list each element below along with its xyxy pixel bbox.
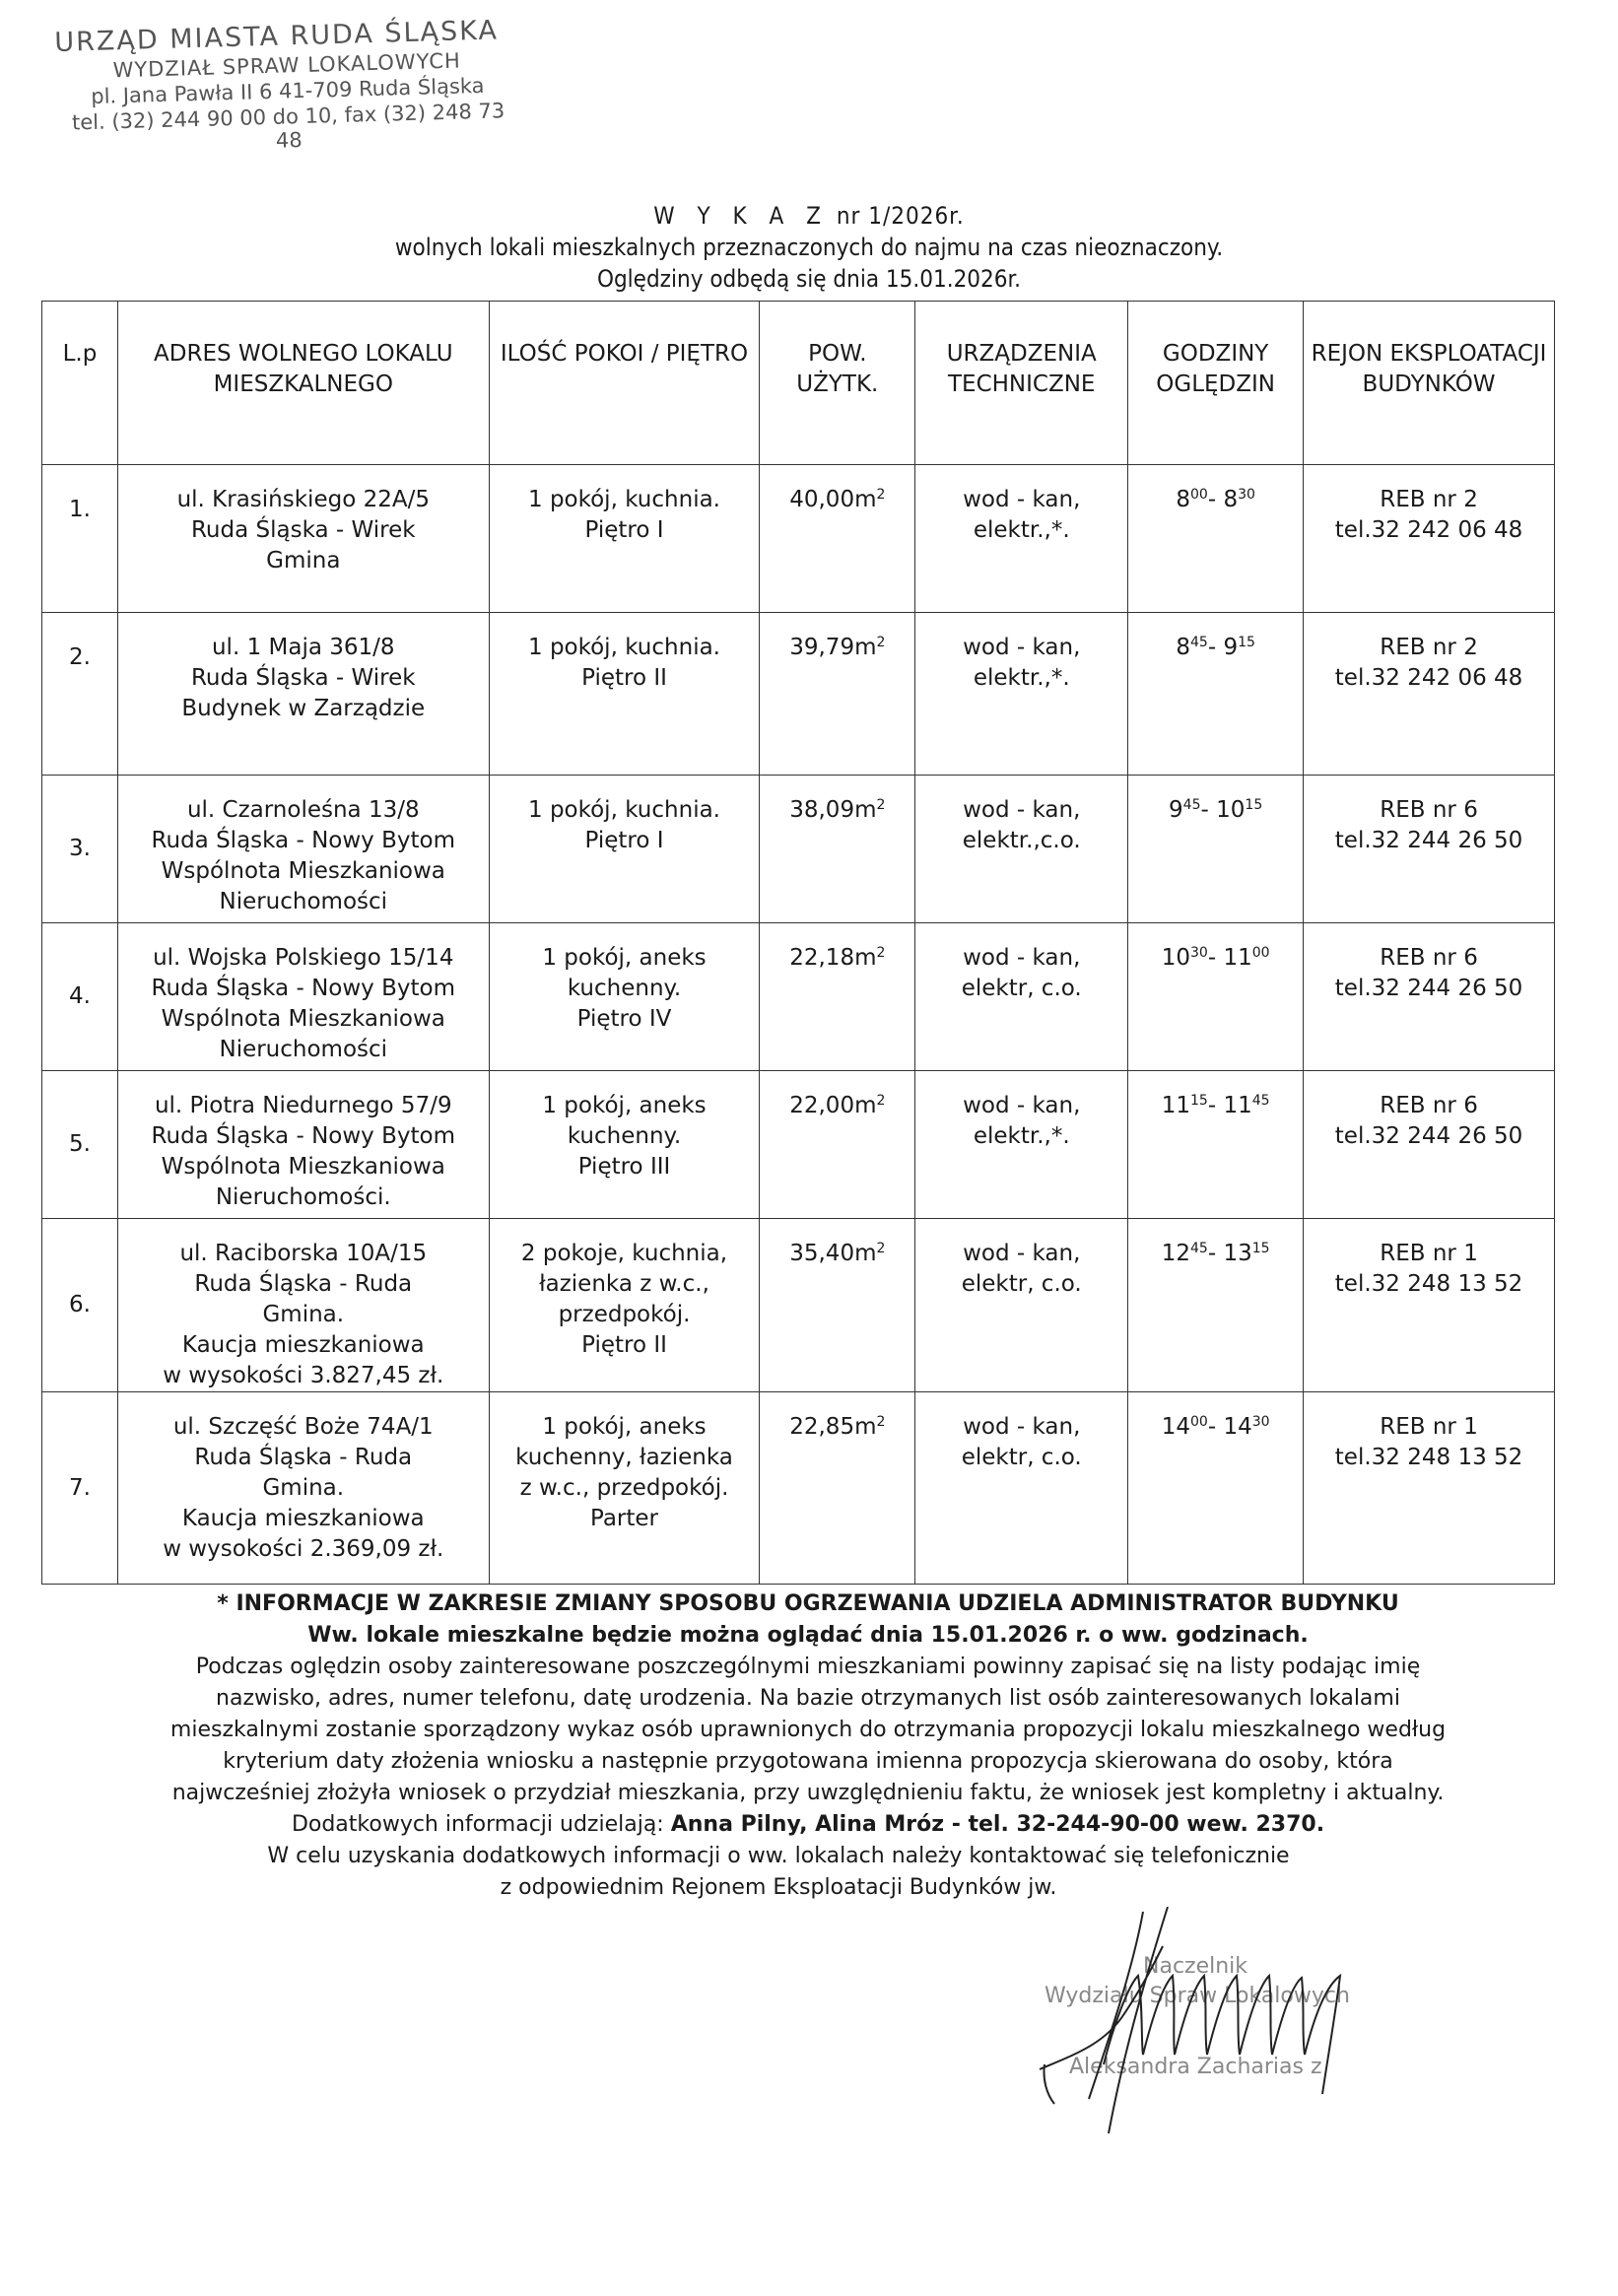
address-line: Kaucja mieszkaniowa — [181, 1506, 425, 1531]
inspection-date-line: Oględziny odbędą się dnia 15.01.2026r. — [596, 265, 1022, 293]
cell-address — [117, 923, 489, 1071]
cell-address — [117, 613, 489, 776]
utilities-line: elektr, c.o. — [961, 1445, 1082, 1470]
address-line: ul. Krasińskiego 22A/5 — [176, 487, 430, 512]
rooms-line: 1 pokój, kuchnia. — [528, 487, 720, 512]
stamp-office: URZĄD MIASTA RUDA ŚLĄSKA — [54, 15, 500, 58]
procedure-line: najwcześniej złożyła wniosek o przydział mieszkania, przy uwzględnieniu faktu, że wniosek jest kompletny i aktualny. — [171, 1781, 1445, 1805]
rooms-line: 2 pokoje, kuchnia, — [520, 1241, 728, 1266]
cell-area: $22,00m^2$ — [760, 1071, 915, 1219]
cell-area: $22,18m^2$ — [760, 923, 915, 1071]
address-line: ul. 1 Maja 361/8 — [211, 635, 395, 660]
rooms-line: Parter — [589, 1506, 658, 1531]
rooms-line: 1 pokój, aneks — [542, 1414, 707, 1440]
signature-title: Naczelnik — [1143, 1954, 1248, 1979]
cell-hours: $12^{45}-$ $13^{15}$ — [1128, 1219, 1304, 1392]
signature-department: Wydziału Spraw Lokalowych — [1045, 1984, 1350, 2008]
cell-hours: $8^{45}-$ $9^{15}$ — [1128, 613, 1304, 776]
office-stamp — [54, 15, 521, 159]
column-header-address: ADRES WOLNEGO LOKALU MIESZKALNEGO — [117, 302, 489, 465]
address-line: Ruda Śląska - Wirek — [190, 517, 416, 543]
region-line: REB nr 1 — [1380, 1241, 1478, 1266]
cell-region — [1304, 613, 1555, 776]
phone-instruction-line: W celu uzyskania dodatkowych informacji o ww. lokalach należy kontaktować się telefonicznie — [267, 1844, 1290, 1868]
cell-rooms-floor — [489, 613, 760, 776]
procedure-line: Podczas oględzin osoby zainteresowane poszczególnymi mieszkaniami powinny zapisać się na listy podając imię — [195, 1654, 1421, 1679]
cell-utilities — [915, 465, 1128, 613]
address-line: ul. Czarnoleśna 13/8 — [186, 797, 420, 823]
cell-hours: $9^{45}-$ $10^{15}$ — [1128, 776, 1304, 923]
column-header-rooms-floor: ILOŚĆ POKOI / PIĘTRO — [489, 302, 760, 465]
region-line: tel.32 244 26 50 — [1334, 976, 1523, 1001]
region-line: REB nr 2 — [1380, 635, 1478, 660]
cell-area: $38,09m^2$ — [760, 776, 915, 923]
cell-rooms-floor — [489, 1392, 760, 1585]
rooms-line: Piętro III — [577, 1154, 671, 1180]
address-line: w wysokości 2.369,09 zł. — [163, 1536, 444, 1562]
cell-region — [1304, 923, 1555, 1071]
document-subtitle: wolnych lokali mieszkalnych przeznaczonych do najmu na czas nieoznaczony. — [394, 234, 1224, 261]
address-line: ul. Szczęść Boże 74A/1 — [172, 1414, 434, 1440]
utilities-line: wod - kan, — [963, 1414, 1081, 1440]
cell-area: $35,40m^2$ — [760, 1219, 915, 1392]
rooms-line: Piętro IV — [576, 1006, 672, 1032]
rooms-line: Piętro II — [581, 1332, 667, 1358]
rooms-line: 1 pokój, aneks — [542, 945, 707, 971]
address-line: Wspólnota Mieszkaniowa — [161, 858, 445, 884]
contact-persons: Anna Pilny, Alina Mróz - tel. 32-244-90-00 wew. 2370. — [670, 1812, 1325, 1837]
rooms-line: łazienka z w.c., — [539, 1271, 709, 1297]
region-line: REB nr 1 — [1380, 1414, 1478, 1440]
handwritten-signature-icon — [1015, 1907, 1399, 2133]
cell-lp: 3. — [42, 776, 118, 923]
cell-utilities — [915, 613, 1128, 776]
cell-utilities — [915, 1392, 1128, 1585]
cell-rooms-floor — [489, 776, 760, 923]
cell-region — [1304, 776, 1555, 923]
utilities-line: elektr, c.o. — [961, 1271, 1082, 1297]
cell-hours: $8^{00}-$ $8^{30}$ — [1128, 465, 1304, 613]
cell-utilities — [915, 776, 1128, 923]
rooms-line: 1 pokój, kuchnia. — [528, 635, 720, 660]
address-line: Ruda Śląska - Wirek — [190, 665, 416, 691]
cell-address — [117, 1219, 489, 1392]
address-line: Ruda Śląska - Ruda — [194, 1271, 413, 1297]
address-line: Gmina. — [262, 1475, 345, 1501]
rooms-line: kuchenny, łazienka — [515, 1445, 733, 1470]
address-line: Wspólnota Mieszkaniowa — [161, 1006, 445, 1032]
phone-instruction-line: z odpowiednim Rejonem Eksploatacji Budynków jw. — [500, 1875, 1057, 1900]
stamp-department: WYDZIAŁ SPRAW LOKALOWYCH — [112, 48, 462, 83]
region-line: tel.32 244 26 50 — [1334, 828, 1523, 853]
address-line: Gmina. — [262, 1302, 345, 1327]
address-line: Nieruchomości. — [215, 1184, 391, 1210]
cell-area: $39,79m^2$ — [760, 613, 915, 776]
rooms-line: 1 pokój, aneks — [542, 1093, 707, 1118]
column-header-area: POW. UŻYTK. — [760, 302, 915, 465]
utilities-line: wod - kan, — [963, 1093, 1081, 1118]
rooms-line: 1 pokój, kuchnia. — [528, 797, 720, 823]
region-line: tel.32 242 06 48 — [1334, 517, 1523, 543]
procedure-line: kryterium daty złożenia wniosku a następnie przygotowana imienna propozycja skierowana do osoby, która — [223, 1749, 1393, 1774]
vacant-flats-table — [41, 301, 1555, 1585]
rooms-line: kuchenny. — [567, 1123, 682, 1149]
stamp-address: pl. Jana Pawła II 6 41-709 Ruda Śląska — [90, 73, 485, 108]
document-header — [0, 200, 1618, 295]
cell-lp: 4. — [42, 923, 118, 1071]
address-line: Ruda Śląska - Ruda — [194, 1445, 413, 1470]
cell-region — [1304, 465, 1555, 613]
region-line: tel.32 248 13 52 — [1334, 1445, 1523, 1470]
utilities-line: wod - kan, — [963, 797, 1081, 823]
utilities-line: wod - kan, — [963, 1241, 1081, 1266]
cell-utilities — [915, 923, 1128, 1071]
address-line: Ruda Śląska - Nowy Bytom — [151, 976, 455, 1001]
utilities-line: wod - kan, — [963, 635, 1081, 660]
address-line: Ruda Śląska - Nowy Bytom — [151, 828, 455, 853]
rooms-line: z w.c., przedpokój. — [519, 1475, 729, 1501]
stamp-phone: tel. (32) 244 90 00 do 10, fax (32) 248 73 48 — [71, 99, 506, 153]
address-line: Gmina — [266, 548, 341, 574]
rooms-line: Piętro I — [584, 828, 664, 853]
table-row — [42, 465, 1555, 613]
notes-section — [39, 1588, 1577, 1904]
table-row — [42, 1392, 1555, 1585]
address-line: Ruda Śląska - Nowy Bytom — [151, 1123, 455, 1149]
rooms-line: Piętro I — [584, 517, 664, 543]
cell-rooms-floor — [489, 1219, 760, 1392]
heating-note: * INFORMACJE W ZAKRESIE ZMIANY SPOSOBU OGRZEWANIA UDZIELA ADMINISTRATOR BUDYNKU — [217, 1591, 1399, 1616]
contact-prefix: Dodatkowych informacji udzielają: — [291, 1812, 671, 1837]
cell-rooms-floor — [489, 1071, 760, 1219]
contact-line — [39, 1809, 1577, 1841]
column-header-utilities: URZĄDZENIA TECHNICZNE — [915, 302, 1128, 465]
column-header-region: REJON EKSPLOATACJI BUDYNKÓW — [1304, 302, 1555, 465]
utilities-line: elektr.,c.o. — [962, 828, 1081, 853]
cell-address — [117, 1071, 489, 1219]
cell-region — [1304, 1219, 1555, 1392]
cell-lp: 1. — [42, 465, 118, 613]
cell-hours: $10^{30}-$ $11^{00}$ — [1128, 923, 1304, 1071]
signature-block — [1015, 1907, 1399, 2133]
address-line: ul. Raciborska 10A/15 — [179, 1241, 428, 1266]
address-line: Budynek w Zarządzie — [181, 696, 426, 721]
cell-region — [1304, 1392, 1555, 1585]
viewing-note: Ww. lokale mieszkalne będzie można oglądać dnia 15.01.2026 r. o ww. godzinach. — [307, 1623, 1309, 1648]
rooms-line: Piętro II — [581, 665, 667, 691]
cell-rooms-floor — [489, 465, 760, 613]
cell-utilities — [915, 1071, 1128, 1219]
document-title — [0, 200, 1618, 232]
title-word: W Y K A Z — [653, 202, 829, 230]
cell-address — [117, 465, 489, 613]
address-line: Nieruchomości — [219, 1037, 388, 1062]
table-row — [42, 1071, 1555, 1219]
utilities-line: wod - kan, — [963, 945, 1081, 971]
rooms-line: kuchenny. — [567, 976, 682, 1001]
address-line: w wysokości 3.827,45 zł. — [163, 1363, 444, 1388]
column-header-hours: GODZINY OGLĘDZIN — [1128, 302, 1304, 465]
procedure-line: mieszkalnymi zostanie sporządzony wykaz osób uprawnionych do otrzymania propozycji lokalu mieszkalnego według — [169, 1718, 1447, 1742]
cell-address — [117, 1392, 489, 1585]
cell-region — [1304, 1071, 1555, 1219]
utilities-line: elektr, c.o. — [961, 976, 1082, 1001]
utilities-line: elektr.,*. — [973, 517, 1070, 543]
region-line: tel.32 242 06 48 — [1334, 665, 1523, 691]
cell-address — [117, 776, 489, 923]
table-row — [42, 1219, 1555, 1392]
utilities-line: elektr.,*. — [973, 665, 1070, 691]
cell-lp: 7. — [42, 1392, 118, 1585]
table-row — [42, 613, 1555, 776]
utilities-line: wod - kan, — [963, 487, 1081, 512]
region-line: REB nr 2 — [1380, 487, 1478, 512]
table-header-row — [42, 302, 1555, 465]
cell-lp: 6. — [42, 1219, 118, 1392]
address-line: Wspólnota Mieszkaniowa — [161, 1154, 445, 1180]
region-line: REB nr 6 — [1380, 945, 1478, 971]
table-body — [42, 465, 1555, 1585]
signature-name: Aleksandra Zacharias z — [1069, 2055, 1322, 2079]
address-line: Nieruchomości — [219, 889, 388, 914]
procedure-line: nazwisko, adres, numer telefonu, datę urodzenia. Na bazie otrzymanych list osób zainteresowanych lokalami — [216, 1686, 1400, 1711]
title-number: nr 1/2026r. — [836, 202, 965, 230]
cell-rooms-floor — [489, 923, 760, 1071]
address-line: Kaucja mieszkaniowa — [181, 1332, 425, 1358]
region-line: REB nr 6 — [1380, 1093, 1478, 1118]
cell-hours: $14^{00}-$ $14^{30}$ — [1128, 1392, 1304, 1585]
cell-lp: 5. — [42, 1071, 118, 1219]
region-line: REB nr 6 — [1380, 797, 1478, 823]
region-line: tel.32 244 26 50 — [1334, 1123, 1523, 1149]
cell-area: $40,00m^2$ — [760, 465, 915, 613]
address-line: ul. Piotra Niedurnego 57/9 — [154, 1093, 452, 1118]
column-header-lp: L.p — [42, 302, 118, 465]
rooms-line: przedpokój. — [558, 1302, 691, 1327]
address-line: ul. Wojska Polskiego 15/14 — [153, 945, 454, 971]
cell-lp: 2. — [42, 613, 118, 776]
utilities-line: elektr.,*. — [973, 1123, 1070, 1149]
table-row — [42, 923, 1555, 1071]
cell-hours: $11^{15}-$ $11^{45}$ — [1128, 1071, 1304, 1219]
table-row — [42, 776, 1555, 923]
cell-utilities — [915, 1219, 1128, 1392]
region-line: tel.32 248 13 52 — [1334, 1271, 1523, 1297]
cell-area: $22,85m^2$ — [760, 1392, 915, 1585]
